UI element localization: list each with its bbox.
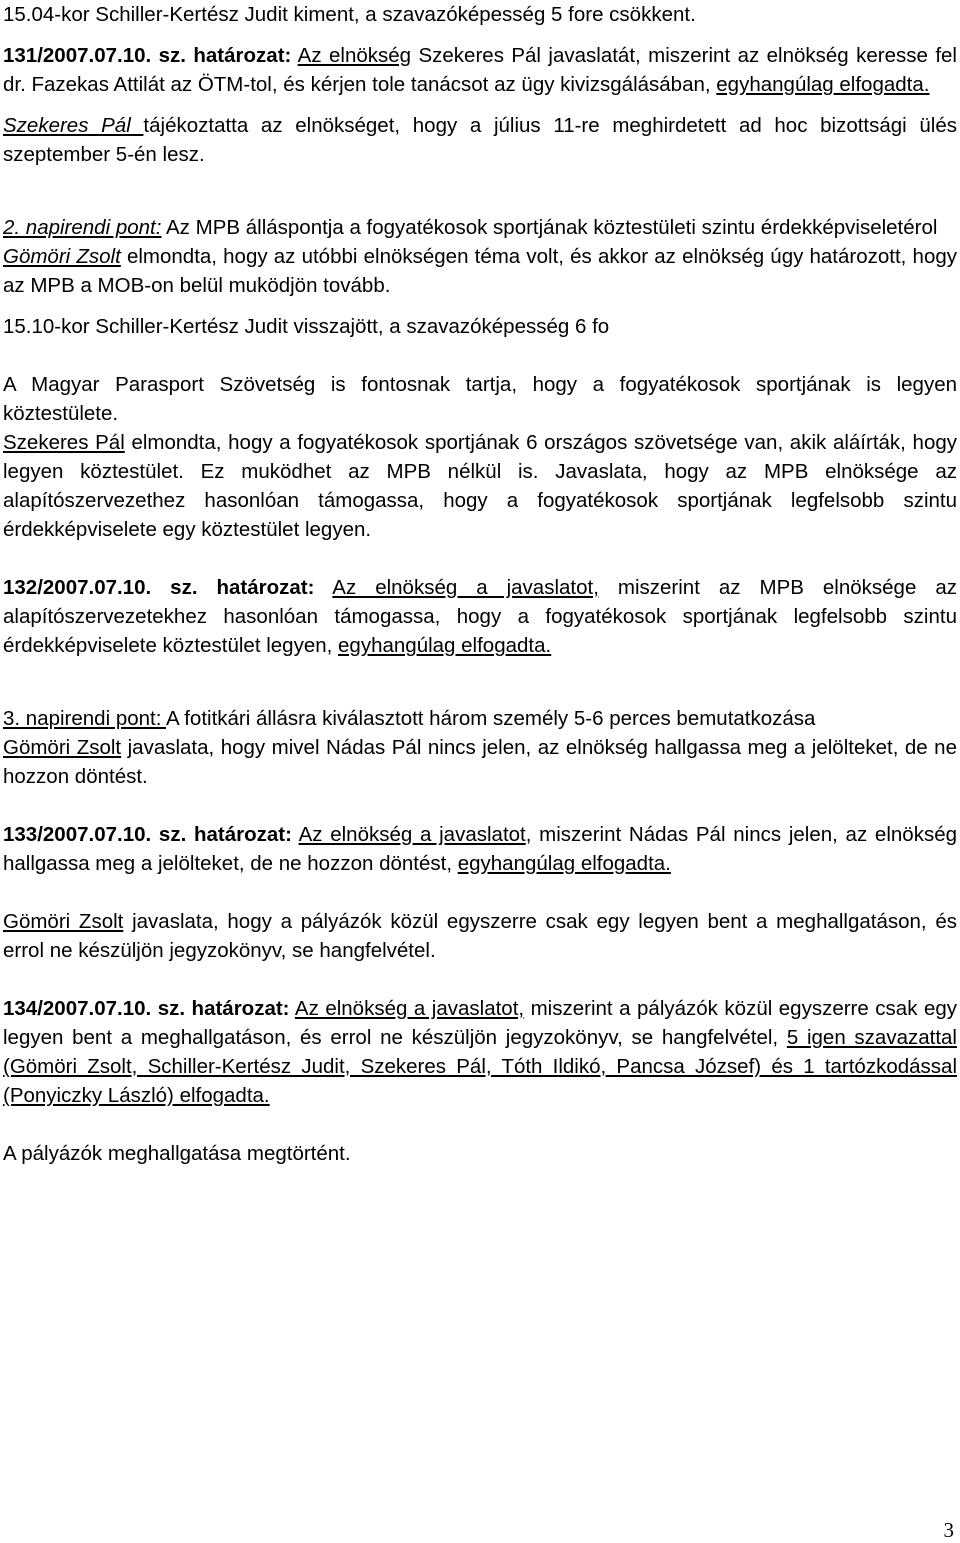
spacer — [3, 300, 957, 312]
paragraph-gomori-3 — [3, 907, 957, 965]
agenda-item-3 — [3, 704, 957, 733]
resolution-body: , miszerint Nádas Pál nincs jelen, az elnökség hallgassa meg a jelölteket, de ne hozzon döntést, — [3, 823, 957, 875]
paragraph-text: tájékoztatta az elnökséget, hogy a július 11-re meghirdetett ad hoc bizottsági ülés szeptember 5-én lesz. — [3, 114, 957, 166]
resolution-outcome: egyhangúlag elfogadta. — [338, 634, 552, 657]
spacer — [3, 791, 957, 820]
resolution-outcome: 5 igen szavazattal (Gömöri Zsolt, Schiller-Kertész Judit, Szekeres Pál, Tóth Ildikó, Pancsa József) és 1 tartózkodással (Ponyiczky László) elfogadta. — [3, 1026, 957, 1107]
paragraph-departure: 15.04-kor Schiller-Kertész Judit kiment, a szavazóképesség 5 fore csökkent. — [3, 3, 696, 26]
speaker-name: Gömöri Zsolt — [3, 245, 121, 268]
paragraph-text: javaslata, hogy a pályázók közül egyszerre csak egy legyen bent a meghallgatáson, és errol ne készüljön jegyzokönyv, se hangfelvétel. — [3, 910, 957, 962]
resolution-number: 133/2007.07.10. sz. határozat: — [3, 823, 292, 846]
spacer — [3, 341, 957, 370]
speaker-name: Szekeres Pál — [3, 114, 144, 137]
paragraph-text: elmondta, hogy az utóbbi elnökségen téma volt, és akkor az elnökség úgy határozott, hogy az MPB a MOB-on belül muködjön tovább. — [3, 245, 957, 297]
resolution-outcome: egyhangúlag elfogadta. — [457, 852, 671, 875]
resolution-134 — [3, 994, 957, 1110]
spacer — [3, 965, 957, 994]
resolution-number: 134/2007.07.10. sz. határozat: — [3, 997, 290, 1020]
agenda-item-2 — [3, 213, 957, 242]
resolution-outcome: egyhangúlag elfogadta. — [716, 73, 930, 96]
paragraph-return: 15.10-kor Schiller-Kertész Judit visszajött, a szavazóképesség 6 fo — [3, 315, 610, 338]
speaker-name: Gömöri Zsolt — [3, 910, 124, 933]
resolution-lead: Az elnökség a javaslatot, — [332, 576, 599, 599]
paragraph-szekeres-proposal — [3, 428, 957, 544]
agenda-label: 2. napirendi pont: — [3, 216, 162, 239]
agenda-text: Az MPB álláspontja a fogyatékosok sportjának köztestületi szintu érdekképviseletérol — [161, 216, 938, 239]
resolution-body: miszerint az MPB elnöksége az alapítószervezetekhez hasonlóan támogassa, hogy a fogyatékosok sportjának legfelsobb szintu érdekképviselete köztestület legyen, — [3, 576, 957, 657]
paragraph-final: A pályázók meghallgatása megtörtént. — [3, 1142, 351, 1165]
resolution-lead: Az elnökség — [297, 44, 412, 67]
resolution-lead: Az elnökség a javaslatot, — [294, 997, 525, 1020]
resolution-body: miszerint a pályázók közül egyszerre csak egy legyen bent a meghallgatáson, és errol ne készüljön jegyzokönyv, se hangfelvétel, — [3, 997, 957, 1049]
document-page — [3, 0, 957, 1168]
resolution-lead: Az elnökség a javaslatot — [298, 823, 526, 846]
spacer — [3, 878, 957, 907]
spacer — [3, 544, 957, 573]
resolution-133 — [3, 820, 957, 878]
page-number: 3 — [943, 1518, 954, 1542]
paragraph-gomori-2 — [3, 733, 957, 791]
paragraph-szekeres-info — [3, 111, 957, 169]
resolution-number: 131/2007.07.10. sz. határozat: — [3, 44, 292, 67]
spacer — [3, 1110, 957, 1139]
spacer — [3, 169, 957, 213]
spacer — [3, 99, 957, 111]
agenda-text: A fotitkári állásra kiválasztott három személy 5-6 perces bemutatkozása — [166, 707, 816, 730]
spacer — [3, 29, 957, 41]
resolution-132 — [3, 573, 957, 660]
resolution-131 — [3, 41, 957, 99]
speaker-name: Szekeres Pál — [3, 431, 125, 454]
speaker-name: Gömöri Zsolt — [3, 736, 122, 759]
agenda-label: 3. napirendi pont: — [3, 707, 166, 730]
paragraph-text: elmondta, hogy a fogyatékosok sportjának 6 országos szövetsége van, akik aláírták, hogy legyen köztestület. Ez muködhet az MPB nélkül is. Javaslata, hogy az MPB elnöksége az alapítószervezethez hasonlóan támogassa, hogy a fogyatékosok sportjának legfelsobb szintu érdekképviselete egy köztestület legyen. — [3, 431, 957, 541]
resolution-number: 132/2007.07.10. sz. határozat: — [3, 576, 315, 599]
paragraph-text: javaslata, hogy mivel Nádas Pál nincs jelen, az elnökség hallgassa meg a jelölteket, de ne hozzon döntést. — [3, 736, 957, 788]
spacer — [3, 660, 957, 704]
paragraph-gomori-1 — [3, 242, 957, 300]
resolution-body: Szekeres Pál javaslatát, miszerint az elnökség keresse fel dr. Fazekas Attilát az ÖTM-tol, és kérjen tole tanácsot az ügy kivizsgálásában, — [3, 44, 957, 96]
paragraph-parasport: A Magyar Parasport Szövetség is fontosnak tartja, hogy a fogyatékosok sportjának is legyen köztestülete. — [3, 373, 957, 425]
